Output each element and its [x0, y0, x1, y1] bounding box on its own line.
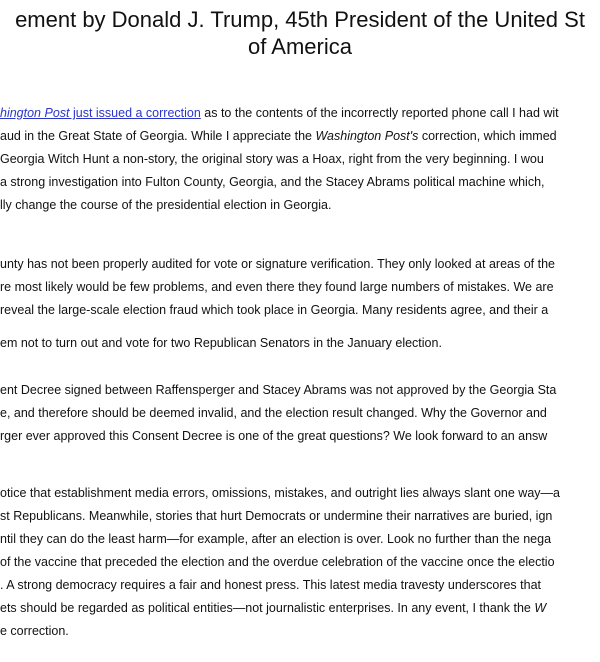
- paragraph-1-text: a strong investigation into Fulton County, Georgia, and the Stacey Abrams political machine which,: [0, 175, 545, 189]
- paragraph-4-text: ets should be regarded as political entities—not journalistic enterprises. In any event, I thank the: [0, 601, 535, 615]
- paragraph-4-line-3: ntil they can do the least harm—for example, after an election is over. Look no further than the nega: [0, 532, 552, 546]
- paragraph-3-line-2: e, and therefore should be deemed invalid, and the election result changed. Why the Governor and: [0, 406, 547, 420]
- paragraph-2-line-1: unty has not been properly audited for vote or signature verification. They only looked at areas of the: [0, 257, 555, 271]
- statement-title: [0, 6, 600, 60]
- paragraph-4-line-7: e correction.: [0, 624, 69, 638]
- paragraph-1-text: correction, which immed: [418, 129, 557, 143]
- title-line-1: ement by Donald J. Trump, 45th President of the United St: [15, 7, 585, 32]
- paragraph-4-line-1: otice that establishment media errors, omissions, mistakes, and outright lies always slant one way—a: [0, 486, 560, 500]
- paragraph-1-text: aud in the Great State of Georgia. While I appreciate the: [0, 129, 316, 143]
- paragraph-4-line-2: st Republicans. Meanwhile, stories that hurt Democrats or undermine their narratives are buried, ign: [0, 509, 553, 523]
- paragraph-1-line-5: [0, 198, 331, 213]
- paragraph-4-line-4: of the vaccine that preceded the election and the overdue celebration of the vaccine once the electio: [0, 555, 555, 569]
- paragraph-1-line-1: [0, 106, 559, 121]
- paragraph-4-line-5: . A strong democracy requires a fair and honest press. This latest media travesty underscores that: [0, 578, 542, 592]
- paragraph-1-text: Georgia Witch Hunt a non-story, the original story was a Hoax, right from the very beginning. I wou: [0, 152, 544, 166]
- paragraph-1-text: as to the contents of the incorrectly reported phone call I had wit: [200, 106, 559, 120]
- paragraph-4-italic-fragment: W: [534, 601, 547, 615]
- paragraph-4-line-6: [0, 601, 546, 616]
- paragraph-3-line-1: ent Decree signed between Raffensperger and Stacey Abrams was not approved by the Georgia Sta: [0, 383, 557, 397]
- washington-posts-italic: Washington Post's: [315, 129, 419, 143]
- paragraph-3-line-3: rger ever approved this Consent Decree is one of the great questions? We look forward to an answ: [0, 429, 548, 443]
- paragraph-1-line-3: [0, 152, 544, 167]
- paragraph-1-line-2: [0, 129, 557, 144]
- paragraph-1-text: lly change the course of the presidential election in Georgia.: [0, 198, 332, 212]
- washington-post-link[interactable]: hington Post: [0, 106, 70, 120]
- paragraph-2-line-3: reveal the large-scale election fraud which took place in Georgia. Many residents agree, and their a: [0, 303, 549, 317]
- paragraph-1-line-4: [0, 175, 545, 190]
- paragraph-2-line-4: em not to turn out and vote for two Republican Senators in the January election.: [0, 336, 442, 350]
- paragraph-2-line-2: re most likely would be few problems, and even there they found large numbers of mistakes. We are: [0, 280, 554, 294]
- correction-link[interactable]: just issued a correction: [69, 106, 201, 120]
- title-line-2: of America: [248, 34, 352, 59]
